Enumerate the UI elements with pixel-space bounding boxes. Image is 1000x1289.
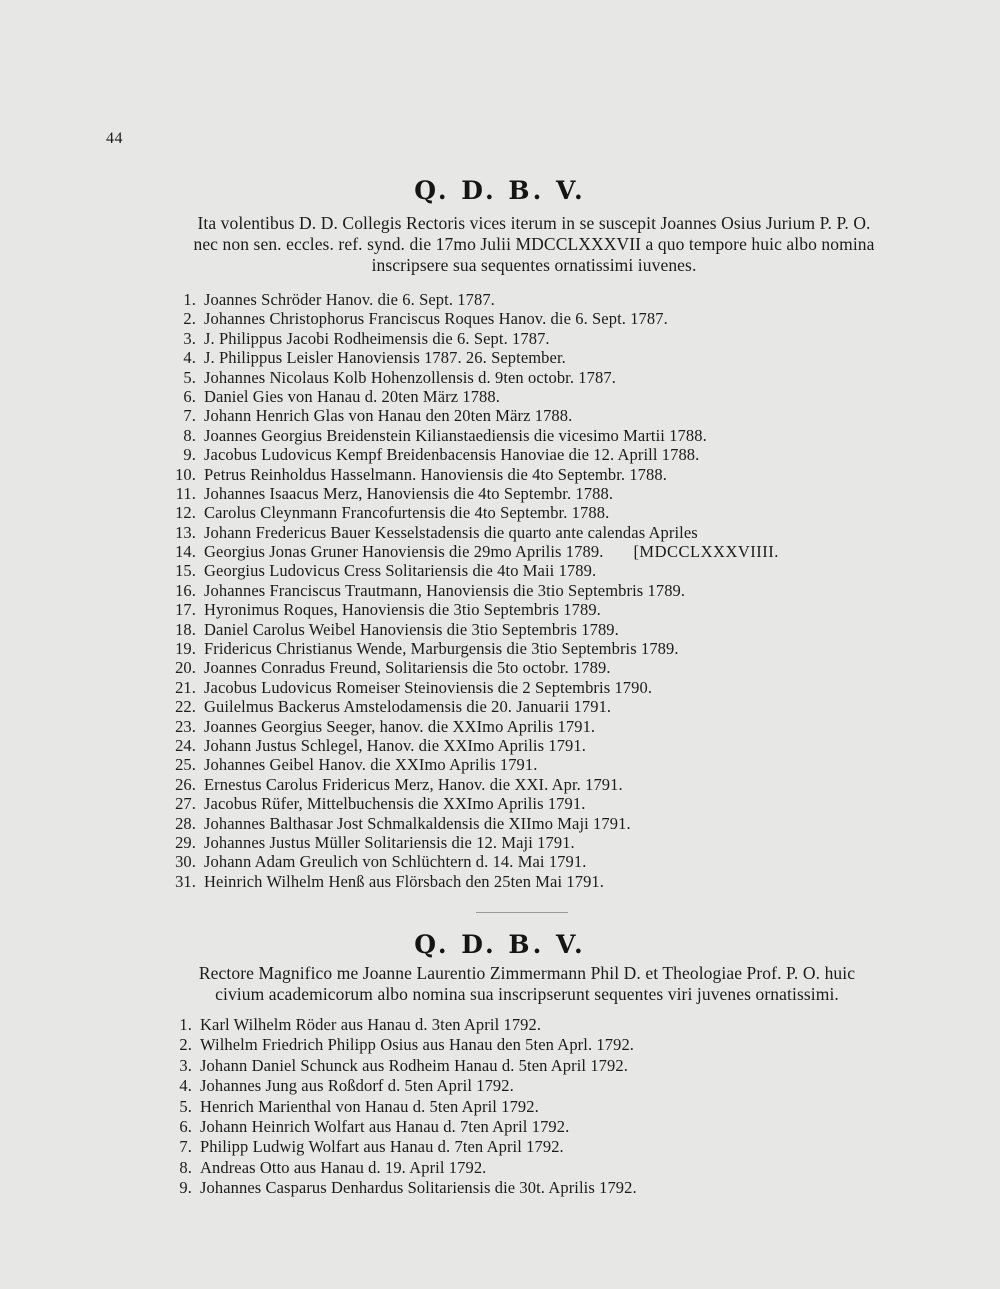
intro-line: nec non sen. eccles. ref. synd. die 17mo Julii MDCCLXXXVII a quo tempore huic albo nomina — [193, 234, 875, 254]
entry-text: Johann Henrich Glas von Hanau den 20ten März 1788. — [204, 406, 573, 426]
list-item — [160, 484, 779, 503]
entry-text: Johannes Isaacus Merz, Hanoviensis die 4to Septembr. 1788. — [204, 483, 614, 503]
entry-number: 9. — [183, 445, 196, 465]
entry-text: Wilhelm Friedrich Philipp Osius aus Hanau den 5ten Aprl. 1792. — [200, 1035, 635, 1055]
list-item — [160, 406, 779, 425]
list-item — [156, 1117, 637, 1137]
list-item — [160, 814, 779, 833]
entry-number: 8. — [179, 1157, 192, 1177]
matriculation-list-1 — [160, 290, 779, 891]
entry-text: Karl Wilhelm Röder aus Hanau d. 3ten April 1792. — [200, 1015, 542, 1034]
list-item — [160, 678, 779, 697]
intro-line: inscripsere sua sequentes ornatissimi iuvenes. — [371, 255, 697, 275]
entry-number: 27. — [175, 794, 196, 814]
entry-number: 2. — [179, 1035, 192, 1055]
list-item — [160, 368, 779, 387]
entry-number: 19. — [175, 639, 196, 659]
entry-text: Joannes Georgius Breidenstein Kilianstaediensis die vicesimo Martii 1788. — [204, 425, 707, 445]
list-item — [160, 697, 779, 716]
entry-number: 4. — [183, 348, 196, 368]
entry-number: 14. — [175, 542, 196, 562]
list-item — [160, 329, 779, 348]
entry-text: Georgius Ludovicus Cress Solitariensis die 4to Maii 1789. — [204, 561, 597, 581]
entry-number: 3. — [183, 328, 196, 348]
entry-number: 5. — [183, 367, 196, 387]
entry-number: 8. — [183, 425, 196, 445]
entry-text: Jacobus Ludovicus Romeiser Steinoviensis die 2 Septembris 1790. — [204, 677, 653, 697]
list-item — [160, 775, 779, 794]
list-item — [160, 542, 779, 561]
entry-number: 7. — [179, 1137, 192, 1157]
list-item — [156, 1076, 637, 1096]
section-intro-1 — [104, 213, 964, 276]
section-heading-1: Q. D. B. V. — [414, 176, 586, 205]
entry-number: 28. — [175, 813, 196, 833]
page-number: 44 — [106, 130, 123, 147]
list-item — [160, 833, 779, 852]
entry-number: 15. — [175, 561, 196, 581]
list-item — [156, 1137, 637, 1157]
entry-number: 6. — [183, 386, 196, 406]
list-item — [160, 465, 779, 484]
entry-text: Georgius Jonas Gruner Hanoviensis die 29mo Aprilis 1789. — [204, 542, 604, 562]
list-item — [160, 561, 779, 580]
entry-text: Johannes Casparus Denhardus Solitariensis die 30t. Aprilis 1792. — [200, 1178, 637, 1198]
section-divider — [476, 912, 568, 913]
list-item — [156, 1097, 637, 1117]
entry-text: Guilelmus Backerus Amstelodamensis die 20. Januarii 1791. — [204, 697, 612, 717]
list-item — [160, 581, 779, 600]
entry-number: 21. — [175, 677, 196, 697]
entry-text: Johannes Franciscus Trautmann, Hanoviensis die 3tio Septembris 1789. — [204, 580, 686, 600]
entry-text: Carolus Cleynmann Francofurtensis die 4to Septembr. 1788. — [204, 503, 610, 523]
entry-number: 1. — [183, 290, 196, 309]
entry-text: Joannes Georgius Seeger, hanov. die XXImo Aprilis 1791. — [204, 716, 596, 736]
entry-number: 17. — [175, 600, 196, 620]
list-item — [160, 600, 779, 619]
entry-number: 11. — [175, 483, 196, 503]
entry-text: Joannes Conradus Freund, Solitariensis die 5to octobr. 1789. — [204, 658, 611, 678]
entry-number: 13. — [175, 522, 196, 542]
entry-text: Andreas Otto aus Hanau d. 19. April 1792. — [200, 1157, 487, 1177]
entry-text: Philipp Ludwig Wolfart aus Hanau d. 7ten April 1792. — [200, 1137, 564, 1157]
entry-text: Johannes Geibel Hanov. die XXImo Aprilis 1791. — [204, 755, 538, 775]
entry-number: 31. — [175, 871, 196, 891]
entry-text: Johannes Nicolaus Kolb Hohenzollensis d. 9ten octobr. 1787. — [204, 367, 616, 387]
entry-number: 6. — [179, 1116, 192, 1136]
entry-continuation: [MDCCLXXXVIIII. — [633, 542, 779, 562]
entry-number: 9. — [179, 1178, 192, 1198]
entry-text: Ernestus Carolus Fridericus Merz, Hanov. die XXI. Apr. 1791. — [204, 774, 623, 794]
entry-text: Daniel Gies von Hanau d. 20ten März 1788. — [204, 386, 500, 406]
list-item — [156, 1035, 637, 1055]
list-item — [160, 736, 779, 755]
entry-number: 22. — [175, 697, 196, 717]
list-item — [156, 1015, 637, 1035]
entry-number: 12. — [175, 503, 196, 523]
entry-text: Johann Justus Schlegel, Hanov. die XXImo Aprilis 1791. — [204, 735, 586, 755]
entry-text: Daniel Carolus Weibel Hanoviensis die 3tio Septembris 1789. — [204, 619, 619, 639]
list-item — [160, 658, 779, 677]
list-item — [160, 503, 779, 522]
list-item — [160, 348, 779, 367]
entry-text: Henrich Marienthal von Hanau d. 5ten April 1792. — [200, 1096, 539, 1116]
entry-text: Johannes Christophorus Franciscus Roques Hanov. die 6. Sept. 1787. — [204, 309, 668, 329]
entry-number: 25. — [175, 755, 196, 775]
entry-number: 4. — [179, 1076, 192, 1096]
section-heading-2: Q. D. B. V. — [414, 930, 586, 959]
entry-text: Johannes Balthasar Jost Schmalkaldensis die XIImo Maji 1791. — [204, 813, 631, 833]
entry-number: 29. — [175, 832, 196, 852]
entry-number: 30. — [175, 852, 196, 872]
entry-text: Petrus Reinholdus Hasselmann. Hanoviensis die 4to Septembr. 1788. — [204, 464, 667, 484]
section-intro-2 — [92, 963, 962, 1005]
list-item — [160, 794, 779, 813]
list-item — [156, 1158, 637, 1178]
list-item — [160, 387, 779, 406]
list-item — [156, 1056, 637, 1076]
list-item — [160, 426, 779, 445]
list-item — [160, 290, 779, 309]
list-item — [156, 1178, 637, 1198]
entry-number: 23. — [175, 716, 196, 736]
entry-number: 1. — [179, 1015, 192, 1034]
entry-text: Heinrich Wilhelm Henß aus Flörsbach den 25ten Mai 1791. — [204, 871, 604, 891]
entry-text: Fridericus Christianus Wende, Marburgensis die 3tio Septembris 1789. — [204, 639, 679, 659]
entry-text: Hyronimus Roques, Hanoviensis die 3tio Septembris 1789. — [204, 600, 601, 620]
entry-number: 20. — [175, 658, 196, 678]
intro-line: Ita volentibus D. D. Collegis Rectoris vices iterum in se suscepit Joannes Osius Jurium P. P. O. — [197, 213, 871, 233]
entry-text: Johann Daniel Schunck aus Rodheim Hanau d. 5ten April 1792. — [200, 1055, 628, 1075]
list-item — [160, 445, 779, 464]
entry-text: Jacobus Ludovicus Kempf Breidenbacensis Hanoviae die 12. Aprill 1788. — [204, 445, 700, 465]
list-item — [160, 639, 779, 658]
list-item — [160, 717, 779, 736]
entry-number: 10. — [175, 464, 196, 484]
entry-text: Johannes Justus Müller Solitariensis die 12. Maji 1791. — [204, 832, 575, 852]
list-item — [160, 309, 779, 328]
list-item — [160, 755, 779, 774]
entry-number: 3. — [179, 1055, 192, 1075]
entry-number: 2. — [183, 309, 196, 329]
entry-text: Johann Fredericus Bauer Kesselstadensis die quarto ante calendas Apriles — [204, 522, 698, 542]
list-item — [160, 620, 779, 639]
entry-text: J. Philippus Jacobi Rodheimensis die 6. Sept. 1787. — [204, 328, 550, 348]
entry-number: 26. — [175, 774, 196, 794]
entry-number: 5. — [179, 1096, 192, 1116]
entry-text: J. Philippus Leisler Hanoviensis 1787. 26. September. — [204, 348, 566, 368]
intro-line: civium academicorum albo nomina sua inscripserunt sequentes viri juvenes ornatissimi. — [215, 984, 839, 1004]
intro-line: Rectore Magnifico me Joanne Laurentio Zimmermann Phil D. et Theologiae Prof. P. O. huic — [198, 963, 856, 983]
list-item — [160, 872, 779, 891]
list-item — [160, 523, 779, 542]
entry-text: Jacobus Rüfer, Mittelbuchensis die XXImo Aprilis 1791. — [204, 794, 586, 814]
entry-number: 18. — [175, 619, 196, 639]
entry-text: Joannes Schröder Hanov. die 6. Sept. 1787. — [204, 290, 495, 309]
entry-number: 24. — [175, 735, 196, 755]
matriculation-list-2 — [156, 1015, 637, 1199]
list-item — [160, 852, 779, 871]
entry-number: 7. — [183, 406, 196, 426]
entry-text: Johannes Jung aus Roßdorf d. 5ten April 1792. — [200, 1076, 514, 1096]
entry-text: Johann Heinrich Wolfart aus Hanau d. 7ten April 1792. — [200, 1116, 570, 1136]
entry-text: Johann Adam Greulich von Schlüchtern d. 14. Mai 1791. — [204, 852, 587, 872]
entry-number: 16. — [175, 580, 196, 600]
